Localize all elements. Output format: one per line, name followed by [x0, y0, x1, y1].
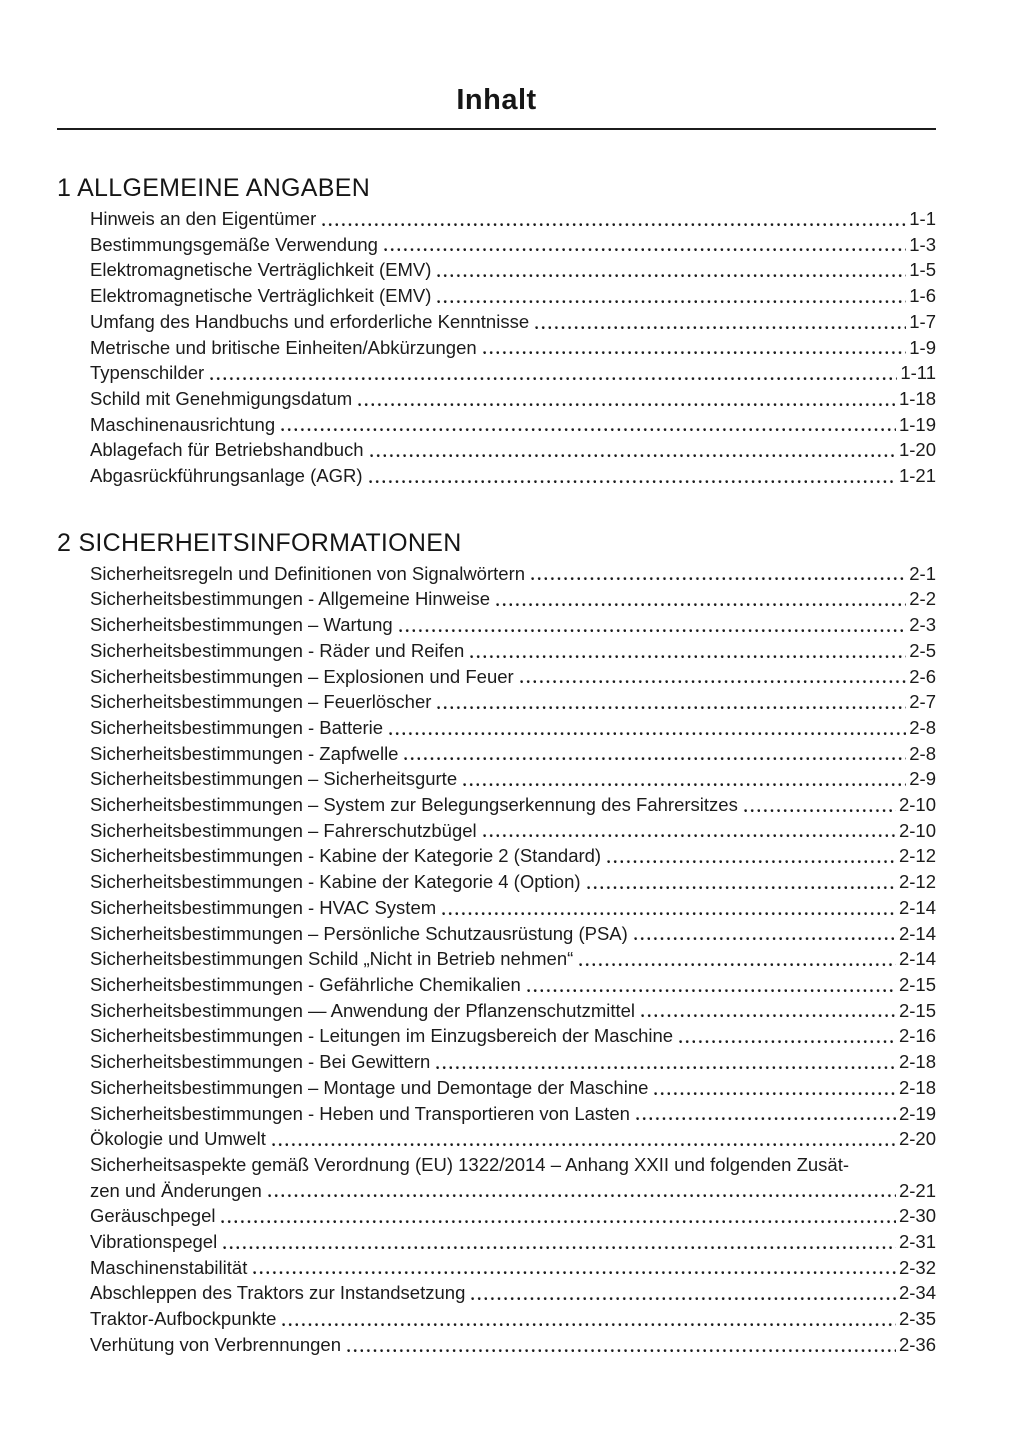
entry-title: Sicherheitsbestimmungen – Fahrerschutzbügel	[90, 819, 477, 841]
entry-page-number: 2-35	[898, 1308, 936, 1330]
entry-title: Sicherheitsbestimmungen - Kabine der Kategorie 4 (Option)	[90, 871, 581, 893]
entry-page-number: 2-6	[909, 665, 936, 687]
toc-entry	[57, 895, 936, 921]
dot-leader	[607, 860, 896, 864]
toc-entry	[57, 1306, 936, 1332]
dot-leader	[281, 428, 896, 432]
dot-leader	[437, 300, 906, 304]
dot-leader	[579, 963, 896, 967]
dot-leader	[437, 706, 906, 710]
entry-page-number: 2-21	[898, 1179, 936, 1201]
toc-entry	[57, 612, 936, 638]
section-entries	[57, 561, 936, 1358]
entry-title: Abschleppen des Traktors zur Instandsetzung	[90, 1282, 466, 1304]
entry-title: Sicherheitsbestimmungen – Wartung	[90, 614, 393, 636]
toc-entry	[57, 766, 936, 792]
toc-entry	[57, 283, 936, 309]
entry-page-number: 2-9	[909, 768, 936, 790]
entry-page-number: 1-7	[909, 310, 936, 332]
dot-leader	[535, 326, 906, 330]
toc-entry	[57, 1229, 936, 1255]
toc-entry	[57, 972, 936, 998]
dot-leader	[442, 912, 896, 916]
toc-entry	[57, 869, 936, 895]
toc-section	[57, 174, 936, 489]
entry-title: Bestimmungsgemäße Verwendung	[90, 233, 378, 255]
entry-page-number: 2-7	[909, 691, 936, 713]
entry-page-number: 2-8	[909, 716, 936, 738]
entry-page-number: 1-19	[898, 413, 936, 435]
dot-leader	[210, 377, 897, 381]
toc-page	[57, 0, 936, 1358]
entry-title: zen und Änderungen	[90, 1179, 262, 1201]
dot-leader	[253, 1271, 896, 1275]
toc-entry	[57, 1101, 936, 1127]
toc-entry	[57, 921, 936, 947]
dot-leader	[437, 274, 906, 278]
dot-leader	[399, 629, 907, 633]
entry-title: Maschinenausrichtung	[90, 413, 276, 435]
entry-title: Ablagefach für Betriebshandbuch	[90, 439, 364, 461]
entry-title: Sicherheitsbestimmungen - Allgemeine Hinweise	[90, 588, 490, 610]
dot-leader	[634, 937, 896, 941]
entry-title: Ökologie und Umwelt	[90, 1128, 266, 1150]
entry-title: Schild mit Genehmigungsdatum	[90, 387, 353, 409]
dot-leader	[384, 248, 906, 252]
entry-title: Sicherheitsbestimmungen – Persönliche Schutzausrüstung (PSA)	[90, 922, 628, 944]
entry-title: Maschinenstabilität	[90, 1256, 248, 1278]
entry-title: Sicherheitsbestimmungen - Bei Gewittern	[90, 1051, 431, 1073]
toc-entry	[57, 741, 936, 767]
entry-title: Traktor-Aufbockpunkte	[90, 1308, 277, 1330]
entry-title: Sicherheitsbestimmungen - HVAC System	[90, 896, 437, 918]
entry-title: Sicherheitsaspekte gemäß Verordnung (EU) 1322/2014 – Anhang XXII und folgenden Zusät-	[90, 1153, 849, 1175]
dot-leader	[389, 732, 906, 736]
entry-page-number: 2-14	[898, 896, 936, 918]
dot-leader	[463, 783, 906, 787]
toc-entry	[57, 792, 936, 818]
toc-section	[57, 529, 936, 1358]
toc-entry	[57, 1023, 936, 1049]
entry-page-number: 2-14	[898, 948, 936, 970]
entry-page-number: 1-9	[909, 336, 936, 358]
page-title: Inhalt	[456, 84, 537, 116]
entry-title: Hinweis an den Eigentümer	[90, 208, 317, 229]
entry-title: Sicherheitsbestimmungen – Explosionen und Feuer	[90, 665, 514, 687]
toc-entry	[57, 843, 936, 869]
section-heading: 1 ALLGEMEINE ANGABEN	[57, 174, 371, 202]
toc-entry	[57, 232, 936, 258]
entry-title: Sicherheitsbestimmungen – Montage und Demontage der Maschine	[90, 1076, 649, 1098]
dot-leader	[223, 1246, 896, 1250]
dot-leader	[322, 223, 906, 227]
dot-leader	[470, 655, 906, 659]
dot-leader	[347, 1349, 896, 1353]
entry-page-number: 2-14	[898, 922, 936, 944]
toc-entry	[57, 335, 936, 361]
entry-page-number: 1-11	[900, 362, 936, 384]
entry-title: Verhütung von Verbrennungen	[90, 1333, 341, 1355]
entry-page-number: 1-5	[909, 259, 936, 281]
entry-title: Metrische und britische Einheiten/Abkürzungen	[90, 336, 477, 358]
entry-page-number: 2-3	[909, 614, 936, 636]
entry-page-number: 2-18	[898, 1076, 936, 1098]
entry-title: Sicherheitsbestimmungen - Batterie	[90, 716, 384, 738]
toc-entry	[57, 1280, 936, 1306]
entry-page-number: 1-1	[909, 208, 936, 229]
dot-leader	[744, 809, 896, 813]
dot-leader	[679, 1040, 896, 1044]
toc-entry	[57, 1332, 936, 1358]
entry-title: Sicherheitsregeln und Definitionen von Signalwörtern	[90, 562, 526, 584]
entry-page-number: 2-31	[898, 1231, 936, 1253]
entry-title: Umfang des Handbuchs und erforderliche Kenntnisse	[90, 310, 530, 332]
toc-entry	[57, 1152, 936, 1178]
title-divider	[57, 128, 936, 130]
entry-page-number: 2-8	[909, 742, 936, 764]
entry-title: Sicherheitsbestimmungen – Sicherheitsgurte	[90, 768, 458, 790]
entry-title: Geräuschpegel	[90, 1205, 216, 1227]
toc-entry	[57, 946, 936, 972]
toc-entry	[57, 638, 936, 664]
toc-entry	[57, 998, 936, 1024]
toc-entry	[57, 463, 936, 489]
toc-entry	[57, 437, 936, 463]
dot-leader	[272, 1143, 896, 1147]
entry-title: Sicherheitsbestimmungen – Feuerlöscher	[90, 691, 432, 713]
dot-leader	[496, 603, 906, 607]
dot-leader	[358, 403, 896, 407]
toc-entry	[57, 360, 936, 386]
dot-leader	[531, 577, 906, 581]
toc-entry	[57, 386, 936, 412]
dot-leader	[436, 1066, 896, 1070]
entry-page-number: 2-5	[909, 639, 936, 661]
toc-entry	[57, 257, 936, 283]
dot-leader	[483, 834, 896, 838]
entry-page-number: 2-36	[898, 1333, 936, 1355]
entry-title: Sicherheitsbestimmungen – System zur Belegungserkennung des Fahrersitzes	[90, 794, 738, 816]
entry-title: Sicherheitsbestimmungen - Zapfwelle	[90, 742, 399, 764]
entry-page-number: 2-30	[898, 1205, 936, 1227]
toc-entry	[57, 1126, 936, 1152]
entry-title: Sicherheitsbestimmungen — Anwendung der Pflanzenschutzmittel	[90, 999, 636, 1021]
dot-leader	[268, 1194, 896, 1198]
dot-leader	[654, 1092, 896, 1096]
section-heading: 2 SICHERHEITSINFORMATIONEN	[57, 528, 462, 557]
entry-page-number: 2-1	[909, 562, 936, 584]
dot-leader	[527, 989, 896, 993]
entry-page-number: 2-34	[898, 1282, 936, 1304]
entry-title: Sicherheitsbestimmungen - Gefährliche Chemikalien	[90, 973, 521, 995]
dot-leader	[282, 1323, 896, 1327]
dot-leader	[221, 1220, 895, 1224]
entry-title: Sicherheitsbestimmungen - Kabine der Kategorie 2 (Standard)	[90, 845, 602, 867]
dot-leader	[471, 1297, 896, 1301]
entry-page-number: 2-20	[898, 1128, 936, 1150]
toc-entry	[57, 586, 936, 612]
entry-page-number: 1-6	[909, 285, 936, 307]
dot-leader	[369, 480, 896, 484]
entry-page-number: 2-32	[898, 1256, 936, 1278]
entry-page-number: 2-10	[898, 794, 936, 816]
entry-page-number: 2-12	[898, 871, 936, 893]
dot-leader	[483, 351, 907, 355]
entry-title: Sicherheitsbestimmungen Schild „Nicht in Betrieb nehmen“	[90, 948, 574, 970]
entry-page-number: 1-3	[909, 233, 936, 255]
toc-sections	[57, 174, 936, 1358]
entry-page-number: 2-16	[898, 1025, 936, 1047]
entry-page-number: 2-19	[898, 1102, 936, 1124]
entry-page-number: 2-15	[898, 999, 936, 1021]
toc-entry	[57, 1255, 936, 1281]
toc-entry	[57, 1178, 936, 1204]
toc-entry	[57, 206, 936, 232]
toc-entry	[57, 309, 936, 335]
entry-page-number: 1-21	[898, 465, 936, 487]
entry-page-number: 2-15	[898, 973, 936, 995]
entry-title: Elektromagnetische Verträglichkeit (EMV)	[90, 285, 432, 307]
toc-entry	[57, 818, 936, 844]
toc-entry	[57, 1075, 936, 1101]
entry-page-number: 1-20	[898, 439, 936, 461]
entry-title: Typenschilder	[90, 362, 205, 384]
toc-entry	[57, 689, 936, 715]
dot-leader	[404, 757, 906, 761]
toc-entry	[57, 1049, 936, 1075]
dot-leader	[370, 454, 896, 458]
dot-leader	[587, 886, 896, 890]
entry-page-number: 2-18	[898, 1051, 936, 1073]
entry-title: Sicherheitsbestimmungen - Räder und Reifen	[90, 639, 465, 661]
entry-page-number: 2-2	[909, 588, 936, 610]
entry-title: Abgasrückführungsanlage (AGR)	[90, 465, 363, 487]
dot-leader	[636, 1117, 896, 1121]
entry-page-number: 2-10	[898, 819, 936, 841]
toc-entry	[57, 664, 936, 690]
entry-page-number: 1-18	[898, 387, 936, 409]
dot-leader	[520, 680, 907, 684]
entry-title: Elektromagnetische Verträglichkeit (EMV)	[90, 259, 432, 281]
entry-title: Sicherheitsbestimmungen - Leitungen im Einzugsbereich der Maschine	[90, 1025, 674, 1047]
toc-entry	[57, 715, 936, 741]
entry-page-number: 2-12	[898, 845, 936, 867]
entry-title: Sicherheitsbestimmungen - Heben und Transportieren von Lasten	[90, 1102, 630, 1124]
section-entries	[57, 206, 936, 489]
toc-entry	[57, 1203, 936, 1229]
toc-entry	[57, 561, 936, 587]
toc-entry	[57, 412, 936, 438]
dot-leader	[641, 1014, 896, 1018]
entry-title: Vibrationspegel	[90, 1231, 218, 1253]
